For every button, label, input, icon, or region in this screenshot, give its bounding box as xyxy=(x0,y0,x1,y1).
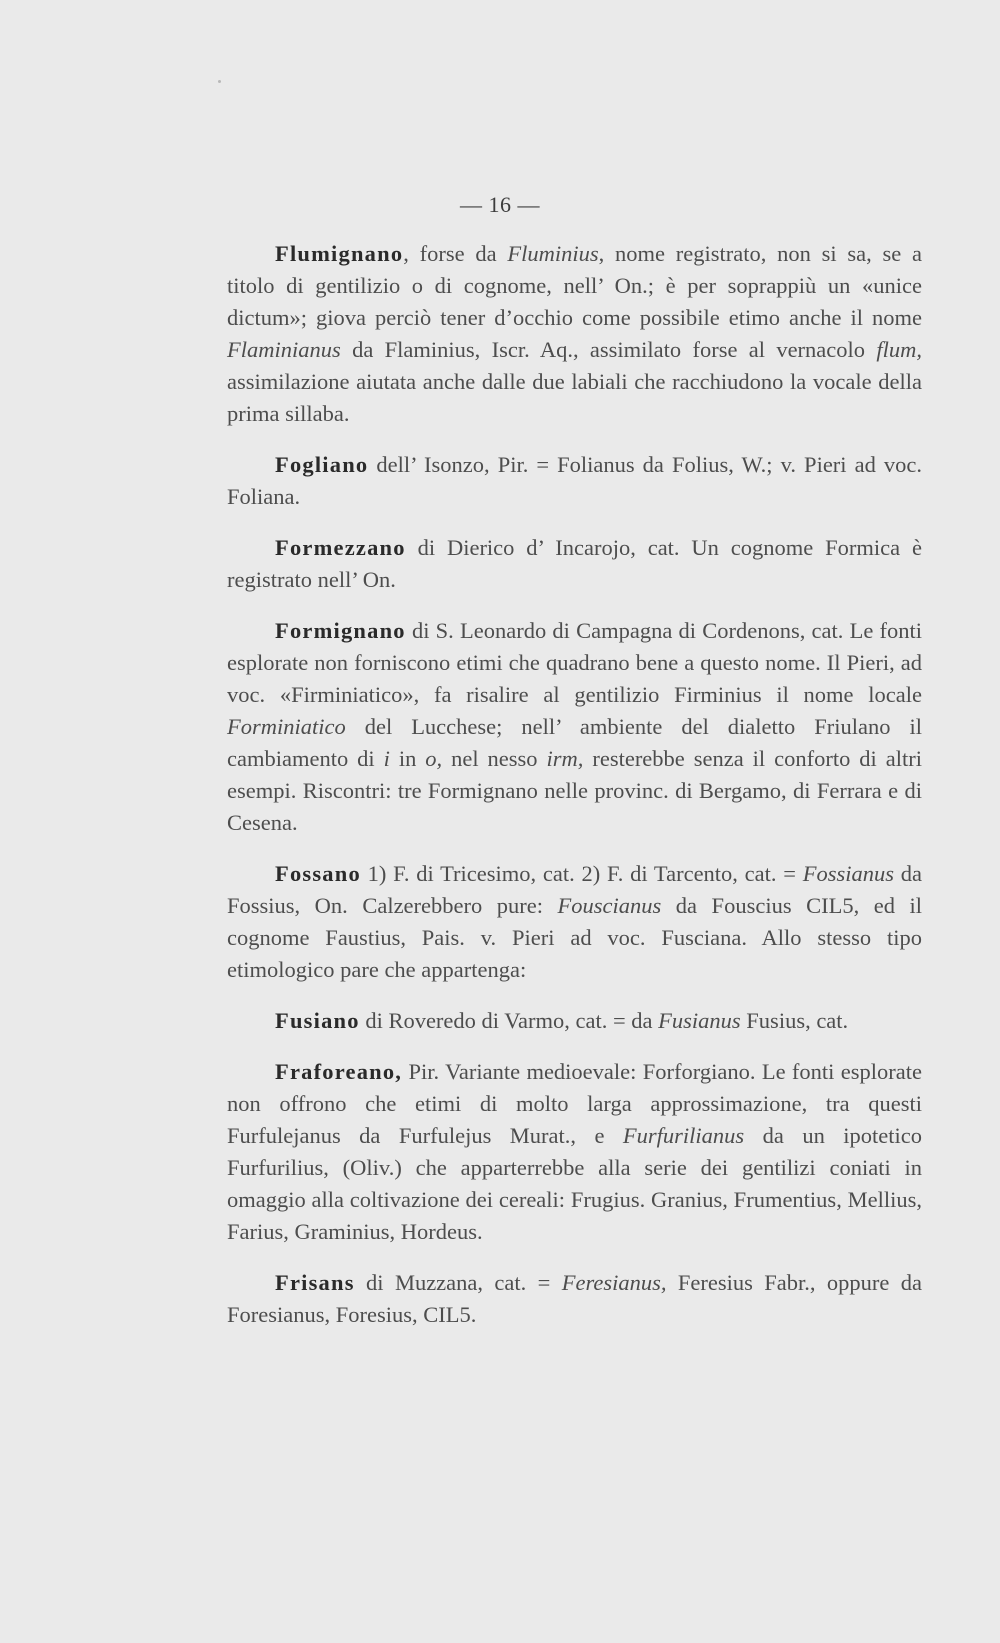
italic-text: Fossianus xyxy=(802,861,894,886)
body-text: assimilazione aiutata anche dalle due labiali che racchiudono la vocale della prima sillaba. xyxy=(227,369,922,426)
page-number: — 16 — xyxy=(460,192,540,217)
body-text: Feresius Fabr., oppure da Foresianus, Foresius, CIL5. xyxy=(227,1270,922,1327)
body-text: da Fouscius CIL5, ed il cognome Faustius, Pais. v. Pieri ad voc. Fusciana. Allo stesso tipo etimologico pare che appartenga: xyxy=(227,893,922,982)
entry-body xyxy=(360,1008,849,1033)
italic-text: flum, xyxy=(876,337,922,362)
body-text: in xyxy=(389,746,426,771)
body-text: resterebbe senza il conforto di altri esempi. Riscontri: tre Formignano nelle provinc. di Bergamo, di Ferrara e di Cesena. xyxy=(227,746,922,835)
body-text: Fusius, cat. xyxy=(740,1008,849,1033)
entry-frisans xyxy=(227,1267,922,1331)
body-text: da Fossius, On. Calzerebbero pure: xyxy=(227,861,922,918)
entry-headword: Fogliano xyxy=(275,452,369,477)
body-text: , nome registrato, non si sa, se a titolo di gentilizio o di cognome, nell’ On.; è per soprappiù un «unice dictum»; giova perciò tener d’occhio come possibile etimo anche il nome xyxy=(227,241,922,330)
italic-text: Flaminianus xyxy=(227,337,341,362)
text-column xyxy=(227,238,922,1331)
entry-body xyxy=(227,618,922,835)
entry-body xyxy=(227,241,922,426)
entry-headword: Formignano xyxy=(275,618,406,643)
entry-headword: Fraforeano, xyxy=(275,1059,403,1084)
body-text: dell’ Isonzo, Pir. = Folianus da Folius, W.; v. Pieri ad voc. Foliana. xyxy=(227,452,922,509)
body-text: da un ipotetico Furfurilius, (Oliv.) che apparterrebbe alla serie dei gentilizi coniati in omaggio alla coltivazione dei cereali: Frugius. Granius, Frumentius, Mellius, Farius, Graminius, Hordeus. xyxy=(227,1123,923,1244)
italic-text: Feresianus, xyxy=(561,1270,667,1295)
italic-text: Fluminius xyxy=(507,241,599,266)
body-text: Pir. Variante medioevale: Forforgiano. Le fonti esplorate non offrono che etimi di molto larga approssimazione, tra questi Furfulejanus da Furfulejus Murat., e xyxy=(227,1059,922,1148)
entry-body xyxy=(227,1059,922,1244)
body-text: da Flaminius, Iscr. Aq., assimilato forse al vernacolo xyxy=(340,337,877,362)
paper-speck xyxy=(218,80,221,83)
body-text: 1) F. di Tricesimo, cat. 2) F. di Tarcento, cat. = xyxy=(360,861,803,886)
body-text: , forse da xyxy=(403,241,508,266)
italic-text: Forminiatico xyxy=(227,714,346,739)
body-text: di Roveredo di Varmo, cat. = da xyxy=(359,1008,659,1033)
italic-text: o, xyxy=(425,746,443,771)
entry-formignano xyxy=(227,615,922,839)
entry-fossano xyxy=(227,858,922,986)
italic-text: i xyxy=(383,746,390,771)
entry-fraforeano xyxy=(227,1056,922,1248)
entry-headword: Fossano xyxy=(275,861,361,886)
entry-formezzano xyxy=(227,532,922,596)
entry-fusiano xyxy=(227,1005,922,1037)
entry-headword: Fusiano xyxy=(275,1008,360,1033)
entry-headword: Formezzano xyxy=(275,535,406,560)
italic-text: Fusianus xyxy=(658,1008,741,1033)
italic-text: Furfurilianus xyxy=(622,1123,745,1148)
italic-text: irm, xyxy=(546,746,584,771)
italic-text: Fouscianus xyxy=(557,893,662,918)
body-text: nel nesso xyxy=(442,746,547,771)
entry-fogliano xyxy=(227,449,922,513)
entry-headword: Flumignano xyxy=(275,241,404,266)
entry-flumignano xyxy=(227,238,922,430)
entry-headword: Frisans xyxy=(275,1270,355,1295)
body-text: del Lucchese; nell’ ambiente del dialetto Friulano il cambiamento di xyxy=(227,714,922,771)
body-text: di S. Leonardo di Campagna di Cordenons, cat. Le fonti esplorate non forniscono etimi che quadrano bene a questo nome. Il Pieri, ad voc. «Firminiatico», fa risalire al gentilizio Firminius il nome locale xyxy=(227,618,922,707)
body-text: di Muzzana, cat. = xyxy=(354,1270,562,1295)
body-text: di Dierico d’ Incarojo, cat. Un cognome Formica è registrato nell’ On. xyxy=(227,535,922,592)
